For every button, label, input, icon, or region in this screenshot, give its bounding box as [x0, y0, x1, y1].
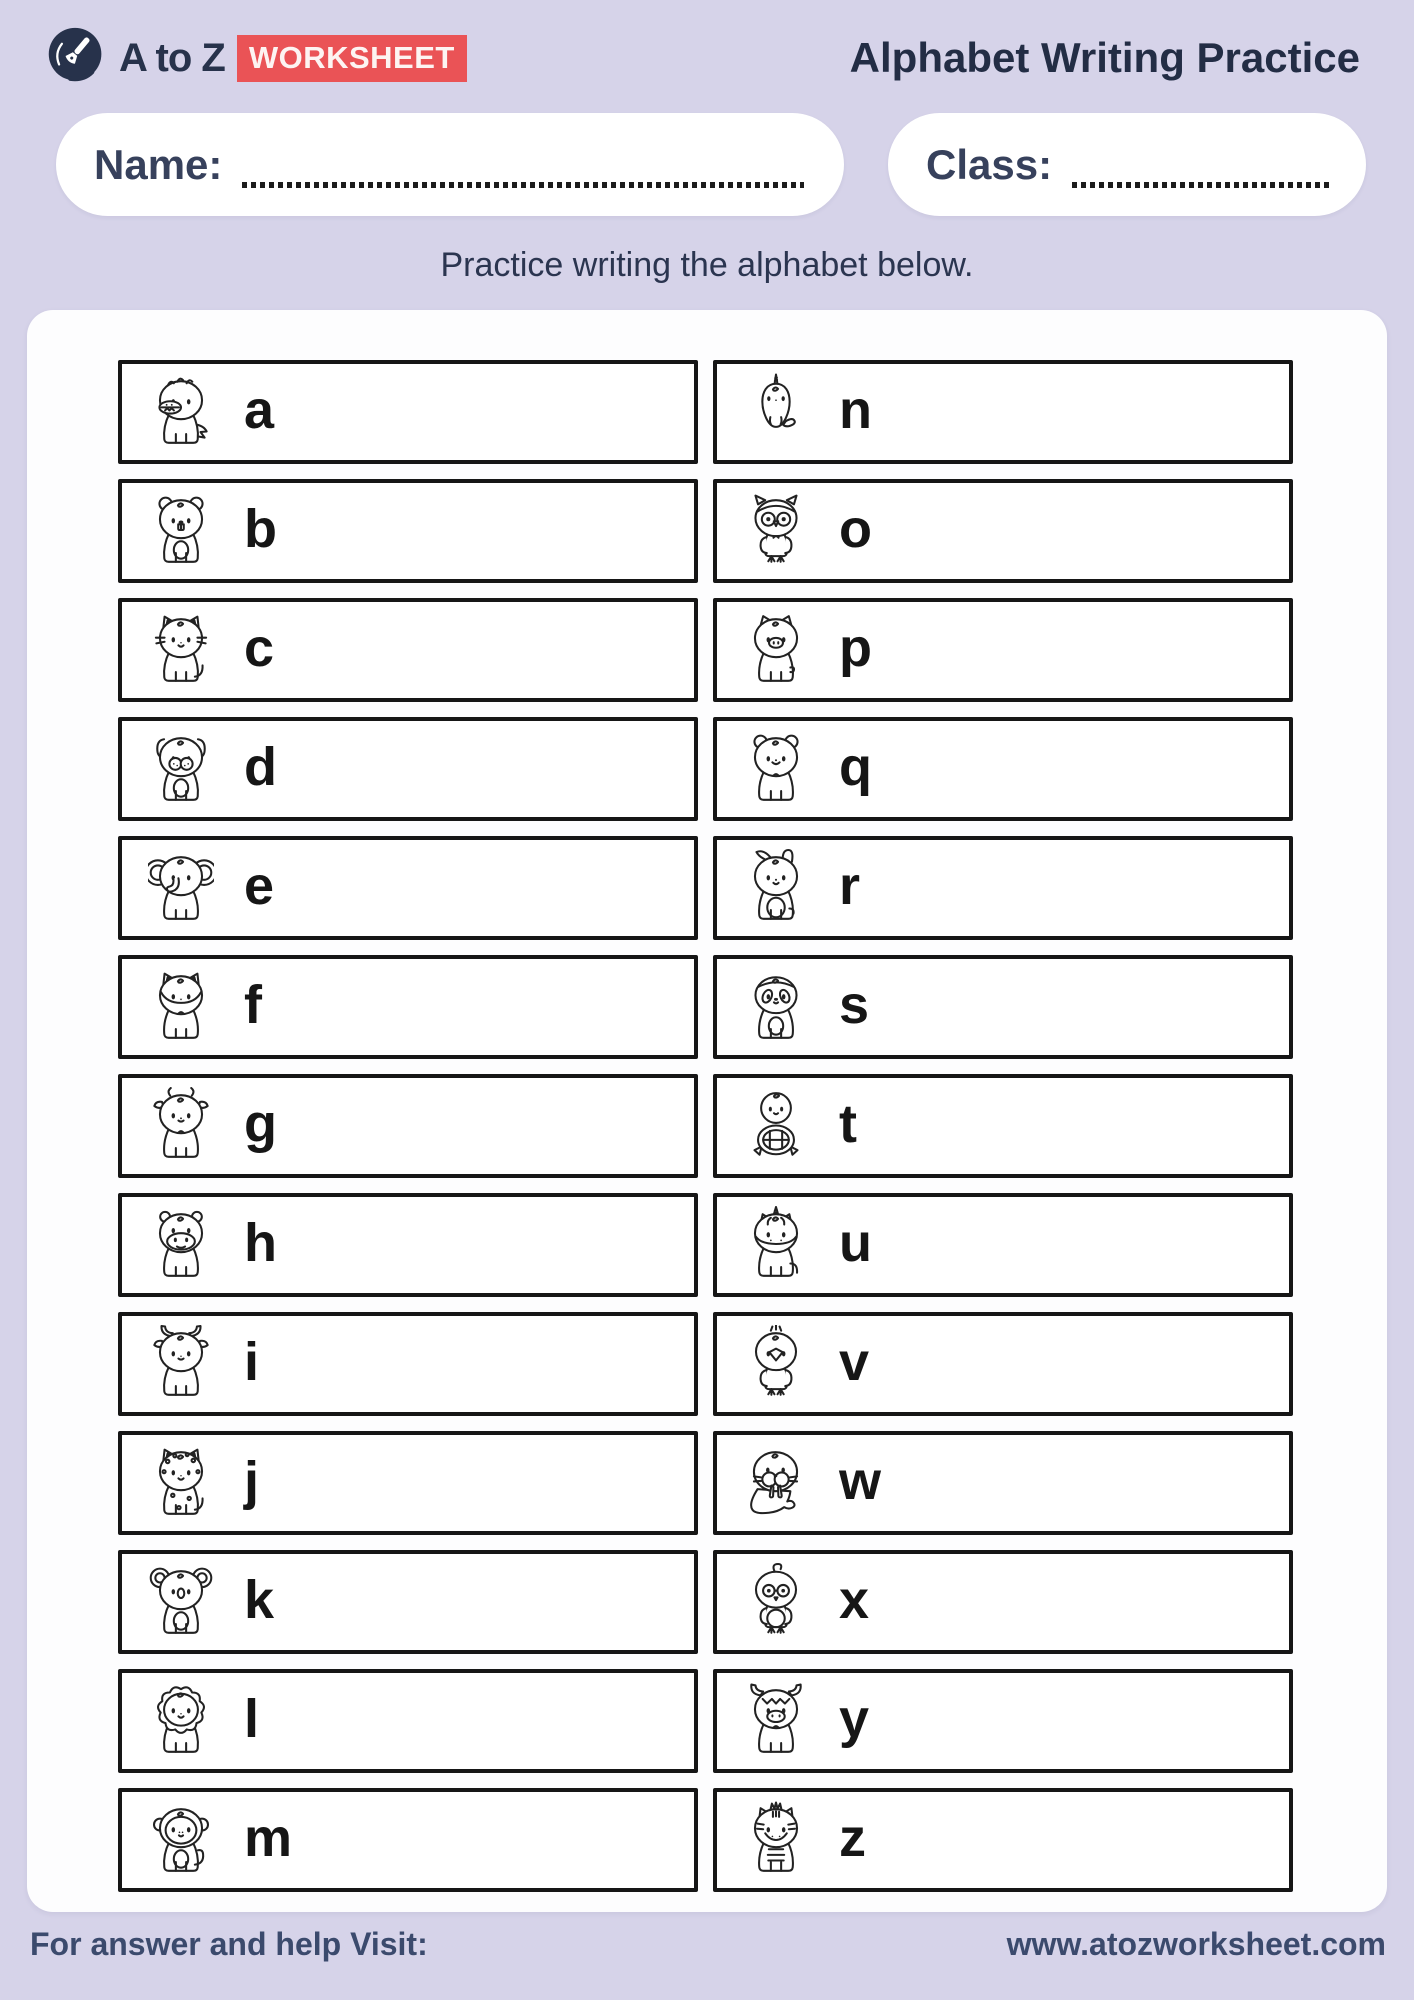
monkey-icon: [144, 1801, 218, 1879]
letter-row-p: [713, 598, 1293, 702]
narwhal-icon: [739, 373, 813, 451]
writing-area[interactable]: [872, 364, 1289, 460]
letter-label: w: [839, 1451, 882, 1511]
letter-row-e: [118, 836, 698, 940]
writing-area[interactable]: [881, 1435, 1289, 1531]
cat-icon: [144, 611, 218, 689]
letter-label: o: [839, 499, 872, 559]
letter-row-o: [713, 479, 1293, 583]
letter-label: e: [244, 856, 275, 916]
writing-area[interactable]: [292, 1792, 694, 1888]
hippo-icon: [144, 1206, 218, 1284]
writing-area[interactable]: [274, 1554, 694, 1650]
letter-row-l: [118, 1669, 698, 1773]
zebra-icon: [739, 1801, 813, 1879]
letter-label: f: [244, 975, 262, 1035]
letter-row-d: [118, 717, 698, 821]
writing-area[interactable]: [277, 483, 694, 579]
letter-label: r: [839, 856, 861, 916]
letter-row-s: [713, 955, 1293, 1059]
elephant-icon: [144, 849, 218, 927]
letter-label: u: [839, 1213, 872, 1273]
letter-row-a: [118, 360, 698, 464]
letter-label: g: [244, 1094, 277, 1154]
rabbit-icon: [739, 849, 813, 927]
turtle-icon: [739, 1087, 813, 1165]
header-logo: [45, 25, 467, 92]
letter-label: j: [244, 1451, 260, 1511]
dog-icon: [144, 730, 218, 808]
name-write-line[interactable]: [242, 182, 804, 188]
instruction-text: Practice writing the alphabet below.: [440, 246, 974, 284]
writing-area[interactable]: [274, 602, 694, 698]
footer-site-link[interactable]: www.atozworksheet.com: [1006, 1926, 1386, 1962]
letter-label: h: [244, 1213, 277, 1273]
letter-label: b: [244, 499, 277, 559]
letter-row-h: [118, 1193, 698, 1297]
letter-label: t: [839, 1094, 857, 1154]
letter-row-f: [118, 955, 698, 1059]
letter-row-j: [118, 1431, 698, 1535]
writing-area[interactable]: [869, 1316, 1289, 1412]
writing-area[interactable]: [860, 840, 1289, 936]
letter-label: q: [839, 737, 872, 797]
letter-row-k: [118, 1550, 698, 1654]
jaguar-icon: [144, 1444, 218, 1522]
letter-label: z: [839, 1808, 866, 1868]
class-label: Class:: [926, 140, 1053, 188]
letter-label: p: [839, 618, 872, 678]
letter-row-i: [118, 1312, 698, 1416]
writing-area[interactable]: [277, 1078, 694, 1174]
worksheet-card: [27, 310, 1387, 1912]
letter-row-b: [118, 479, 698, 583]
letter-label: x: [839, 1570, 870, 1630]
letter-label: c: [244, 618, 275, 678]
writing-area[interactable]: [872, 721, 1289, 817]
letter-row-c: [118, 598, 698, 702]
letter-label: y: [839, 1689, 870, 1749]
writing-area[interactable]: [857, 1078, 1289, 1174]
writing-area[interactable]: [872, 1197, 1289, 1293]
logo-badge: WORKSHEET: [237, 35, 467, 82]
writing-area[interactable]: [277, 1197, 694, 1293]
owl-icon: [739, 492, 813, 570]
letter-row-m: [118, 1788, 698, 1892]
alligator-icon: [144, 373, 218, 451]
letter-row-y: [713, 1669, 1293, 1773]
writing-area[interactable]: [259, 1435, 694, 1531]
writing-area[interactable]: [259, 1673, 694, 1769]
letter-row-n: [713, 360, 1293, 464]
lion-icon: [144, 1682, 218, 1760]
quokka-icon: [739, 730, 813, 808]
class-write-line[interactable]: [1072, 182, 1332, 188]
header: [0, 0, 1414, 100]
letter-row-t: [713, 1074, 1293, 1178]
writing-area[interactable]: [274, 364, 694, 460]
letter-label: k: [244, 1570, 275, 1630]
walrus-icon: [739, 1444, 813, 1522]
letter-label: n: [839, 380, 872, 440]
letter-label: m: [244, 1808, 293, 1868]
goat-icon: [144, 1087, 218, 1165]
writing-area[interactable]: [869, 1554, 1289, 1650]
letter-row-u: [713, 1193, 1293, 1297]
xenops-bird-icon: [739, 1563, 813, 1641]
pig-icon: [739, 611, 813, 689]
page-title: Alphabet Writing Practice: [849, 34, 1360, 81]
vulture-icon: [739, 1325, 813, 1403]
letter-label: d: [244, 737, 277, 797]
ibex-icon: [144, 1325, 218, 1403]
writing-area[interactable]: [259, 1316, 694, 1412]
letter-row-w: [713, 1431, 1293, 1535]
letter-row-z: [713, 1788, 1293, 1892]
letter-label: s: [839, 975, 870, 1035]
letter-row-x: [713, 1550, 1293, 1654]
footer: [0, 1926, 1414, 1963]
logo-text: A to Z: [119, 36, 225, 80]
name-field: [56, 113, 844, 216]
sloth-icon: [739, 968, 813, 1046]
writing-area[interactable]: [869, 959, 1289, 1055]
fox-icon: [144, 968, 218, 1046]
writing-area[interactable]: [262, 959, 694, 1055]
beaver-icon: [144, 492, 218, 570]
letter-label: a: [244, 380, 275, 440]
letter-label: i: [244, 1332, 260, 1392]
yak-icon: [739, 1682, 813, 1760]
name-label: Name:: [94, 140, 223, 188]
letter-label: v: [839, 1332, 870, 1392]
letter-row-g: [118, 1074, 698, 1178]
class-field: [888, 113, 1366, 216]
letter-row-q: [713, 717, 1293, 821]
unicorn-icon: [739, 1206, 813, 1284]
pen-circle-icon: [45, 25, 107, 92]
writing-area[interactable]: [866, 1792, 1289, 1888]
koala-icon: [144, 1563, 218, 1641]
writing-area[interactable]: [274, 840, 694, 936]
writing-area[interactable]: [872, 602, 1289, 698]
letter-label: l: [244, 1689, 260, 1749]
writing-area[interactable]: [869, 1673, 1289, 1769]
footer-help-text: For answer and help Visit:: [30, 1926, 428, 1962]
writing-area[interactable]: [872, 483, 1289, 579]
writing-area[interactable]: [277, 721, 694, 817]
letter-grid: [118, 360, 1293, 1892]
letter-row-r: [713, 836, 1293, 940]
letter-row-v: [713, 1312, 1293, 1416]
